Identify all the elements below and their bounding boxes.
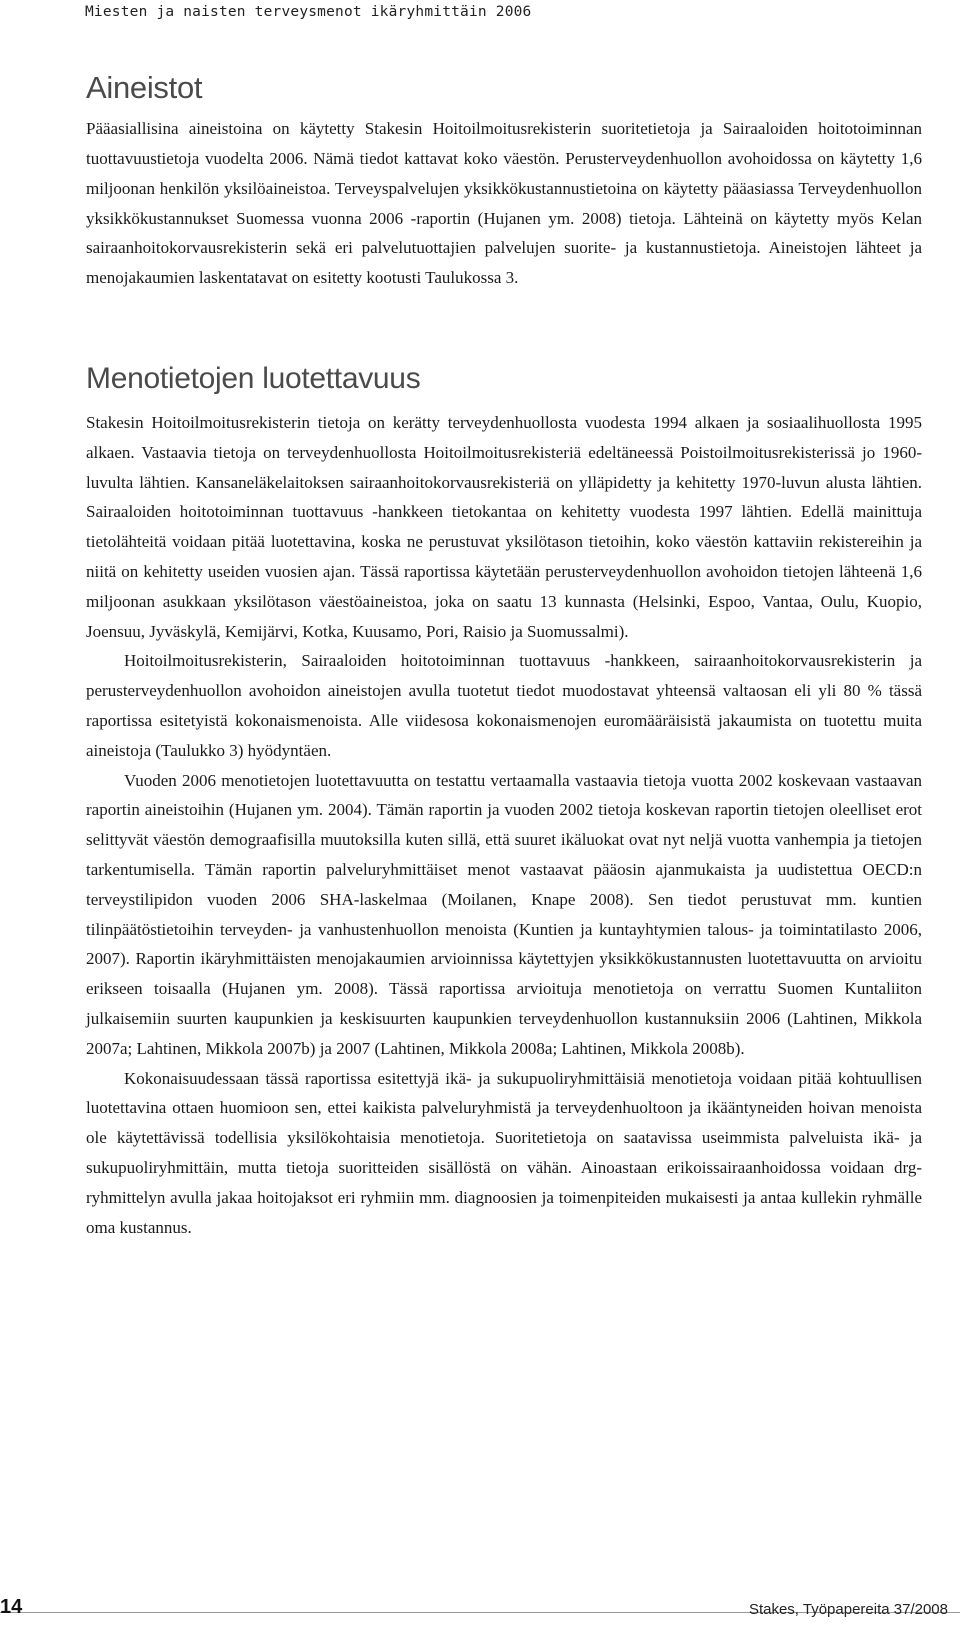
paragraph: Hoitoilmoitusrekisterin, Sairaaloiden hoitotoiminnan tuottavuus -hankkeen, sairaanhoitokorvausrekisterin ja perusterveydenhuollon avohoidon aineistojen avulla tuotetut tiedot muodostavat yhteensä valtaosan eli yli 80 % tässä raportissa esitetyistä kokonaismenoista. Alle viidesosa kokonaismenojen euromääräisistä jakaumista on tuotettu muita aineistoja (Taulukko 3) hyödyntäen. <box>86 651 922 760</box>
section-heading-menotietojen-luotettavuus: Menotietojen luotettavuus <box>86 362 421 396</box>
footer-publication: Stakes, Työpapereita 37/2008 <box>748 1601 948 1618</box>
paragraph: Pääasiallisina aineistoina on käytetty Stakesin Hoitoilmoitusrekisterin suoritetietoja ja Sairaaloiden hoitotoiminnan tuottavuustietoja vuodelta 2006. Nämä tiedot kattavat koko väestön. Perusterveydenhuollon avohoidossa on käytetty 1,6 miljoonan henkilön yksilöaineistoa. Terveyspalvelujen yksikkökustannustietoina on käytetty pääasiassa Terveydenhuollon yksikkökustannukset Suomessa vuonna 2006 -raportin (Hujanen ym. 2008) tietoja. Lähteinä on käytetty myös Kelan sairaanhoitokorvausrekisterin sekä eri palvelutuottajien palvelujen suorite- ja kustannustietoja. Aineistojen lähteet ja menojakaumien laskentatavat on esitetty kootusti Taulukossa 3. <box>86 119 922 288</box>
running-header: Miesten ja naisten terveysmenot ikäryhmittäin 2006 <box>85 4 532 20</box>
page-content <box>86 68 922 1242</box>
paragraph: Kokonaisuudessaan tässä raportissa esitettyjä ikä- ja sukupuoliryhmittäisiä menotietoja voidaan pitää kohtuullisen luotettavina ottaen huomioon sen, ettei kaikista palveluryhmistä ja terveydenhuoltoon ja ikääntyneiden hoivan menoista ole käytettävissä todellisia yksilökohtaisia menotietoja. Suoritetietoja on saatavissa useimmista palveluista ikä- ja sukupuoliryhmittäin, mutta tietoja suoritteiden sisällöstä on vähän. Ainoastaan erikoissairaanhoidossa voidaan drg-ryhmittelyn avulla jakaa hoitojaksot eri ryhmiin mm. diagnoosien ja toimenpiteiden mukaisesti ja antaa kullekin ryhmälle oma kustannus. <box>86 1068 922 1237</box>
page-number: 14 <box>0 1596 23 1618</box>
paragraph: Vuoden 2006 menotietojen luotettavuutta on testattu vertaamalla vastaavia tietoja vuotta 2002 koskevaan vastaavan raportin aineistoihin (Hujanen ym. 2004). Tämän raportin ja vuoden 2002 tietoja koskevan raportin tietojen oleelliset erot selittyvät väestön demograafisilla muutoksilla kuten sillä, että suuret ikäluokat ovat nyt neljä vuotta vanhempia ja tietojen tarkentumisella. Tämän raportin palveluryhmittäiset menot vastaavat pääosin ajanmukaista ja uudistettua OECD:n terveystilipidon vuoden 2006 SHA-laskelmaa (Moilanen, Knape 2008). Sen tiedot perustuvat mm. kuntien tilinpäätöstietoihin terveyden- ja vanhustenhuollon menoista (Kuntien ja kuntayhtymien talous- ja toimintatilasto 2006, 2007). Raportin ikäryhmittäisten menojakaumien arvioinnissa käytettyjen yksikkökustannusten luotettavuutta on arvioitu erikseen toisaalla (Hujanen ym. 2008). Tässä raportissa arvioituja menotietoja on verrattu Suomen Kuntaliiton julkaisemiin suurten kaupunkien ja keskisuurten kaupunkien terveydenhuollon kustannuksiin 2006 (Lahtinen, Mikkola 2007a; Lahtinen, Mikkola 2007b) ja 2007 (Lahtinen, Mikkola 2008a; Lahtinen, Mikkola 2008b). <box>86 770 922 1058</box>
section-heading-aineistot: Aineistot <box>86 70 203 105</box>
paragraph: Stakesin Hoitoilmoitusrekisterin tietoja on kerätty terveydenhuollosta vuodesta 1994 alkaen ja sosiaalihuollosta 1995 alkaen. Vastaavia tietoja on terveydenhuollosta Hoitoilmoitusrekisteriä edeltäneessä Poistoilmoitusrekisterissä jo 1960-luvulta lähtien. Kansaneläkelaitoksen sairaanhoitokorvausrekisteriä on ylläpidetty ja kehitetty 1970-luvun alusta lähtien. Sairaaloiden hoitotoiminnan tuottavuus -hankkeen tietokantaa on kehitetty vuodesta 1997 lähtien. Edellä mainittuja tietolähteitä voidaan pitää luotettavina, koska ne perustuvat yksilötason tietoihin, koko väestön kattaviin rekistereihin ja niitä on kehitetty useiden vuosien ajan. Tässä raportissa käytetään perusterveydenhuollon avohoidon tietojen lähteenä 1,6 miljoonan asukkaan yksilötason väestöaineistoa, joka on saatu 13 kunnasta (Helsinki, Espoo, Vantaa, Oulu, Kuopio, Joensuu, Jyväskylä, Kemijärvi, Kotka, Kuusamo, Pori, Raisio ja Suomussalmi). <box>86 413 922 641</box>
